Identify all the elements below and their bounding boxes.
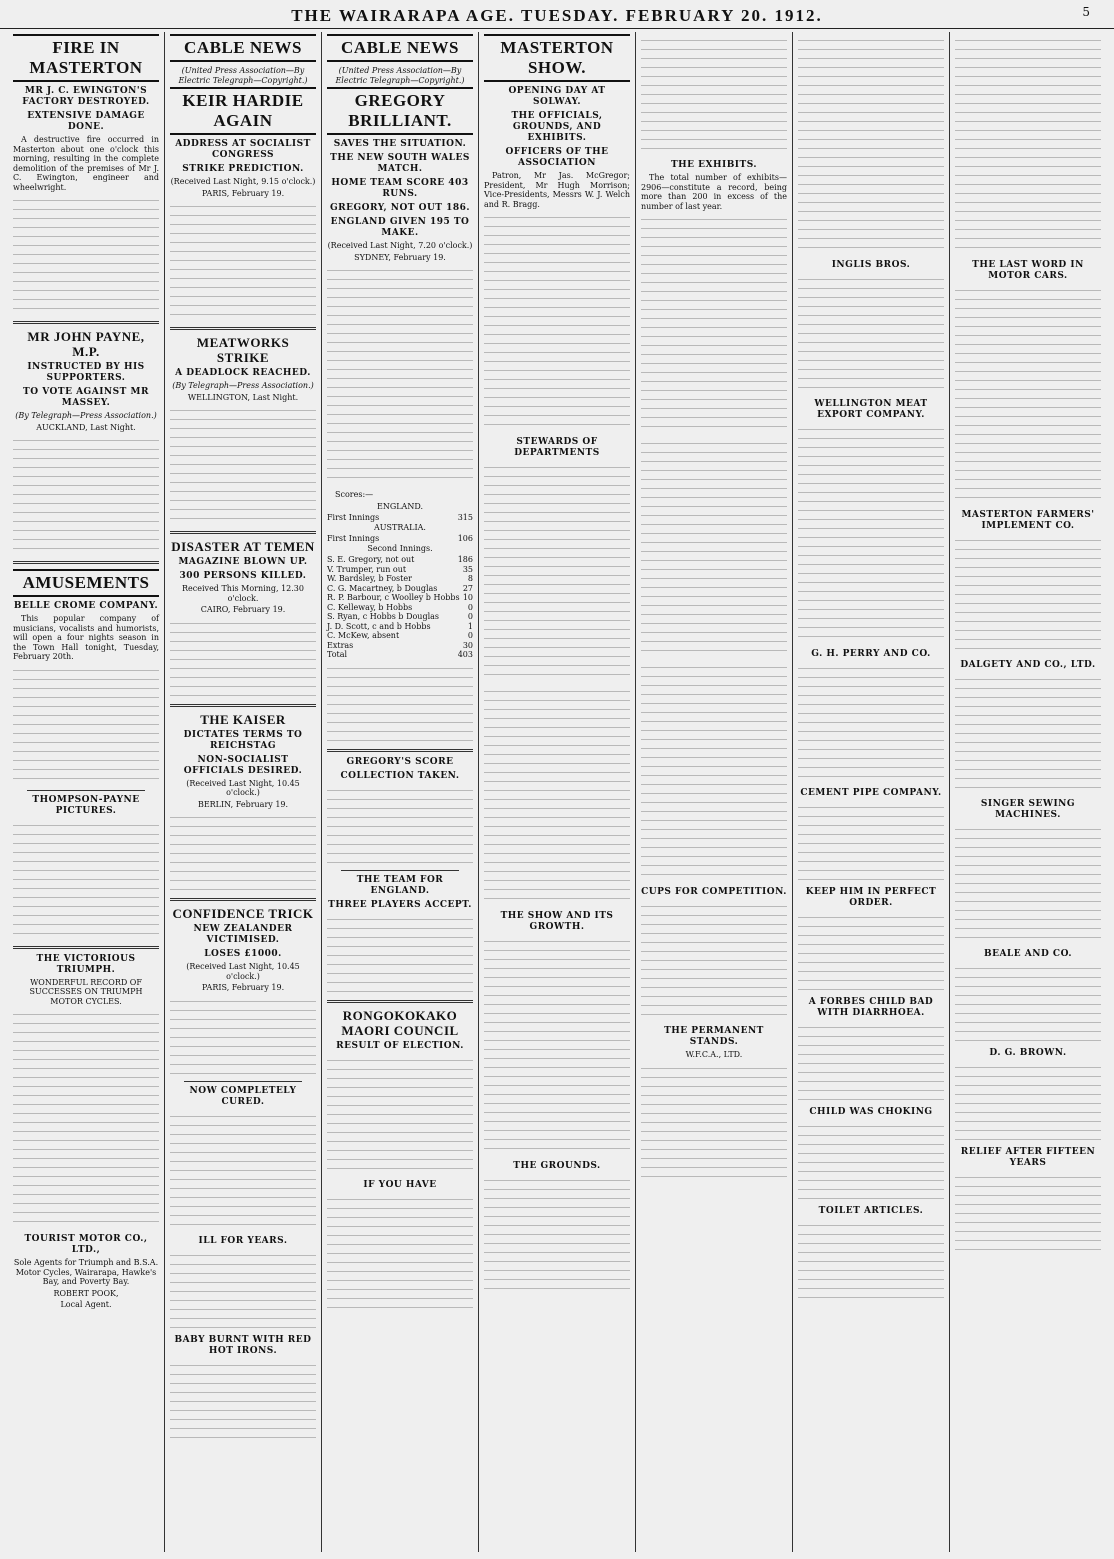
temen-subheadline: MAGAZINE BLOWN UP. — [178, 557, 308, 567]
fire-subheadline-2: EXTENSIVE DAMAGE DONE. — [27, 111, 145, 132]
grounds-text-body — [484, 1176, 630, 1296]
thompson-payne-text-body — [13, 821, 159, 941]
divider — [327, 749, 473, 752]
last-word-headline: THE LAST WORD IN MOTOR CARS. — [972, 260, 1084, 281]
implements-text-body — [955, 36, 1101, 256]
brown-headline: D. G. BROWN. — [989, 1048, 1067, 1058]
exhibits-paragraph: The total number of exhibits—2906—constitute a record, being more than 200 in excess of the number of last year. — [641, 173, 787, 211]
temen-subheadline-2: 300 PERSONS KILLED. — [179, 571, 307, 581]
batsmen-list — [327, 555, 473, 650]
batsman-name: J. D. Scott, c and b Hobbs — [327, 621, 431, 631]
kaiser-subheadline: DICTATES TERMS TO REICHSTAG — [183, 729, 303, 751]
rongokako-headline: RONGOKOKAKO MAORI COUNCIL — [341, 1007, 459, 1038]
bowling-analysis-text — [327, 664, 473, 744]
batsman-name: S. Ryan, c Hobbs b Douglas — [327, 612, 439, 621]
gregory-score-subheadline: COLLECTION TAKEN. — [340, 770, 460, 781]
england-first-innings-total: 315 — [457, 513, 473, 522]
team-subheadline: THREE PLAYERS ACCEPT. — [328, 899, 472, 910]
permanent-stands-headline: THE PERMANENT STANDS. — [664, 1026, 764, 1047]
diarrhoea-headline: A FORBES CHILD BAD WITH DIARRHOEA. — [808, 997, 934, 1018]
batsman-row — [327, 603, 473, 613]
england-first-innings-label: First Innings — [327, 513, 380, 522]
batsman-row — [327, 584, 473, 594]
inglis-headline: INGLIS BROS. — [831, 260, 911, 270]
keir-hardie-subheadline: ADDRESS AT SOCIALIST CONGRESS — [175, 139, 311, 160]
divider — [170, 327, 316, 330]
tourist-motor-text: Sole Agents for Triumph and B.S.A. Motor Cycles, Wairarapa, Hawke's Bay, and Poverty Bay. — [13, 1258, 159, 1286]
beale-headline: BEALE AND CO. — [983, 949, 1073, 959]
gregory-headline: GREGORY BRILLIANT. — [327, 87, 473, 135]
batsman-name: V. Trumper, run out — [327, 564, 407, 574]
rongokako-subheadline: RESULT OF ELECTION. — [336, 1040, 464, 1051]
stands-text-body — [641, 1064, 787, 1184]
fire-headline: FIRE IN MASTERTON — [13, 34, 159, 82]
meat-export-text-body — [798, 425, 944, 645]
batsman-row — [327, 565, 473, 575]
masthead-title: THE WAIRARAPA AGE. TUESDAY. FEBRUARY 20. 1912. — [291, 6, 823, 25]
temen-text-body — [170, 619, 316, 699]
batsman-runs: 0 — [467, 602, 473, 612]
kaiser-subheadline-2: NON-SOCIALIST OFFICIALS DESIRED. — [183, 754, 303, 776]
ill-text-body — [170, 1251, 316, 1331]
column-3 — [322, 32, 479, 1552]
batsman-row — [327, 641, 473, 651]
gregory-received: (Received Last Night, 7.20 o'clock.) — [327, 241, 473, 250]
implement-co-text-body — [955, 536, 1101, 656]
batsman-runs: 186 — [457, 555, 473, 564]
show-growth-text-body — [484, 937, 630, 1157]
belle-crome-paragraph: This popular company of musicians, vocalists and humorists, will open a four nights season in the Town Hall tonight, Tuesday, February 20th. — [13, 614, 159, 661]
dalgety-text-body — [955, 675, 1101, 795]
confidence-trick-headline: CONFIDENCE TRICK — [172, 906, 314, 921]
england-first-innings-row — [327, 513, 473, 523]
batsman-runs: 0 — [467, 612, 473, 621]
child-choking-text-body — [798, 1122, 944, 1202]
relief-text-body — [955, 1173, 1101, 1253]
last-word-text-body — [955, 286, 1101, 506]
gregory-subheadline: SAVES THE SITUATION. — [333, 139, 467, 149]
team-text-body — [327, 915, 473, 995]
meat-export-headline: WELLINGTON MEAT EXPORT COMPANY. — [814, 399, 928, 420]
batsman-runs: 30 — [462, 640, 473, 650]
officials-subheadline: THE OFFICIALS, GROUNDS, AND EXHIBITS. — [511, 111, 603, 143]
beale-text-body — [955, 964, 1101, 1044]
meatworks-subheadline: A DEADLOCK REACHED. — [175, 368, 311, 378]
dalgety-headline: DALGETY AND CO., LTD. — [960, 660, 1096, 670]
batsman-row — [327, 612, 473, 622]
scores-label: Scores:— — [335, 490, 374, 499]
cured-text-body — [170, 1112, 316, 1232]
inglis-text-body — [798, 275, 944, 395]
opening-day-subheadline: OPENING DAY AT SOLWAY. — [508, 86, 606, 107]
payne-subheadline: INSTRUCTED BY HIS SUPPORTERS. — [27, 362, 145, 383]
gregory-text-body — [327, 266, 473, 486]
column-4 — [479, 32, 636, 1552]
gregory-score-text-body — [327, 786, 473, 866]
australia-first-innings-row — [327, 534, 473, 544]
wfca-name: W.F.C.A., LTD. — [685, 1050, 743, 1059]
cable-news-headline-2: CABLE NEWS — [327, 34, 473, 62]
columns — [8, 32, 1106, 1552]
cattle-text-body — [641, 36, 787, 156]
baby-headline: BABY BURNT WITH RED HOT IRONS. — [174, 1334, 312, 1356]
cement-pipe-headline: CEMENT PIPE COMPANY. — [800, 788, 942, 798]
divider — [13, 946, 159, 949]
grounds-headline: THE GROUNDS. — [513, 1161, 601, 1171]
exhibits-text-body — [641, 215, 787, 435]
tourist-agent-name: ROBERT POOK, — [53, 1288, 119, 1298]
meatworks-assoc: (By Telegraph—Press Association.) — [172, 381, 314, 390]
divider — [341, 870, 459, 871]
divider — [184, 1081, 302, 1082]
cement-pipe-text-body — [798, 803, 944, 883]
payne-subheadline-2: TO VOTE AGAINST MR MASSEY. — [23, 387, 149, 408]
batsman-row — [327, 622, 473, 632]
exhibits-text-body-3 — [641, 663, 787, 883]
keep-him-headline: KEEP HIM IN PERFECT ORDER. — [805, 887, 937, 908]
victorious-text-body — [13, 1010, 159, 1230]
column-5 — [636, 32, 793, 1552]
exhibits-continued-text — [798, 36, 944, 256]
confidence-trick-dateline: PARIS, February 19. — [201, 983, 285, 992]
total-value: 403 — [457, 650, 473, 659]
kaiser-headline: THE KAISER — [200, 711, 286, 727]
batsman-runs: 35 — [462, 564, 473, 574]
confidence-trick-subheadline: NEW ZEALANDER VICTIMISED. — [193, 924, 293, 945]
belle-crome-headline: BELLE CROME COMPANY. — [13, 601, 159, 611]
victorious-subheadline: WONDERFUL RECORD OF SUCCESSES ON TRIUMPH MOTOR CYCLES. — [29, 977, 143, 1006]
temen-headline: DISASTER AT TEMEN — [171, 539, 315, 554]
cups-text-body — [641, 902, 787, 1022]
masthead — [0, 0, 1114, 29]
payne-headline: MR JOHN PAYNE, M.P. — [27, 329, 145, 359]
australia-first-innings-total: 106 — [457, 534, 473, 543]
batsman-name: C. Kelleway, b Hobbs — [327, 602, 413, 612]
brown-text-body — [955, 1063, 1101, 1143]
show-growth-headline: THE SHOW AND ITS GROWTH. — [500, 911, 614, 932]
gregory-dateline: SYDNEY, February 19. — [354, 252, 446, 262]
keir-hardie-dateline: PARIS, February 19. — [201, 188, 285, 198]
masterton-show-headline: MASTERTON SHOW. — [484, 34, 630, 82]
if-you-have-text-body — [327, 1195, 473, 1315]
divider — [170, 704, 316, 707]
gregory-subheadline-3: HOME TEAM SCORE 403 RUNS. — [331, 178, 469, 199]
confidence-trick-text-body — [170, 997, 316, 1077]
second-innings-label: Second Innings. — [367, 543, 433, 553]
stewards-text-body — [484, 463, 630, 683]
cable-news-assoc: (United Press Association—By Electric Telegraph—Copyright.) — [178, 66, 308, 85]
column-6 — [793, 32, 950, 1552]
column-7 — [950, 32, 1106, 1552]
batsman-name: C. McKew, absent — [327, 631, 400, 640]
meatworks-text-body — [170, 406, 316, 526]
relief-headline: RELIEF AFTER FIFTEEN YEARS — [960, 1147, 1096, 1168]
batsman-runs: 1 — [467, 621, 473, 631]
toilet-articles-text-body — [798, 1221, 944, 1301]
kaiser-dateline: BERLIN, February 19. — [197, 799, 289, 809]
officers-text-body — [484, 213, 630, 433]
batsman-row — [327, 574, 473, 584]
belle-crome-text-body — [13, 666, 159, 786]
keep-him-text-body — [798, 913, 944, 993]
keir-hardie-text-body — [170, 202, 316, 322]
fire-subheadline: MR J. C. EWINGTON'S FACTORY DESTROYED. — [22, 86, 150, 107]
toilet-articles-headline: TOILET ARTICLES. — [818, 1206, 924, 1216]
gregory-subheadline-4: GREGORY, NOT OUT 186. — [329, 203, 471, 213]
batsman-row — [327, 631, 473, 641]
divider — [327, 1000, 473, 1003]
batsman-name: R. P. Barbour, c Woolley b Hobbs — [327, 593, 460, 602]
confidence-trick-received: (Received Last Night, 10.45 o'clock.) — [186, 962, 300, 981]
exhibits-headline: THE EXHIBITS. — [670, 160, 758, 170]
keir-hardie-received: (Received Last Night, 9.15 o'clock.) — [170, 177, 316, 186]
divider — [170, 531, 316, 534]
kaiser-received: (Received Last Night, 10.45 o'clock.) — [186, 778, 300, 797]
keir-hardie-headline: KEIR HARDIE AGAIN — [170, 87, 316, 135]
team-headline: THE TEAM FOR ENGLAND. — [356, 874, 444, 896]
perry-text-body — [798, 664, 944, 784]
diarrhoea-text-body — [798, 1023, 944, 1103]
total-label: Total — [327, 650, 348, 659]
batsman-name: Extras — [327, 640, 354, 650]
batsman-name: S. E. Gregory, not out — [327, 555, 415, 564]
batsman-row — [327, 593, 473, 603]
england-label: ENGLAND. — [377, 501, 423, 511]
fire-text-body — [13, 196, 159, 316]
cable-news-assoc-2: (United Press Association—By Electric Telegraph—Copyright.) — [335, 66, 465, 85]
officers-paragraph: Patron, Mr Jas. McGregor; President, Mr Hugh Morrison; Vice-Presidents, Messrs W. J. Welch and R. Bragg. — [484, 171, 630, 209]
page-number: 5 — [1082, 5, 1090, 19]
australia-first-innings-label: First Innings — [327, 534, 380, 543]
payne-dateline: AUCKLAND, Last Night. — [36, 422, 136, 432]
tourist-agent-role: Local Agent. — [60, 1300, 112, 1309]
divider — [27, 790, 145, 791]
victorious-headline: THE VICTORIOUS TRIUMPH. — [36, 953, 136, 975]
amusements-headline: AMUSEMENTS — [13, 569, 159, 597]
kaiser-text-body — [170, 813, 316, 893]
meatworks-headline: MEATWORKS STRIKE — [196, 335, 290, 365]
gregory-score-headline: GREGORY'S SCORE — [346, 756, 454, 767]
divider — [13, 321, 159, 324]
temen-dateline: CAIRO, February 19. — [200, 605, 286, 614]
perry-headline: G. H. PERRY AND CO. — [811, 649, 931, 659]
meatworks-dateline: WELLINGTON, Last Night. — [187, 392, 299, 402]
cable-news-headline: CABLE NEWS — [170, 34, 316, 62]
total-row — [327, 650, 473, 660]
divider — [170, 898, 316, 901]
singer-headline: SINGER SEWING MACHINES. — [980, 799, 1076, 820]
batsman-runs: 8 — [467, 574, 473, 583]
australia-label: AUSTRALIA. — [374, 522, 426, 532]
gregory-subheadline-5: ENGLAND GIVEN 195 TO MAKE. — [330, 217, 470, 238]
officers-headline: OFFICERS OF THE ASSOCIATION — [505, 147, 609, 168]
confidence-trick-subheadline-2: LOSES £1000. — [204, 949, 282, 959]
keir-hardie-subheadline-2: STRIKE PREDICTION. — [182, 164, 304, 174]
exhibits-text-body-2 — [641, 439, 787, 659]
singer-text-body — [955, 825, 1101, 945]
column-1 — [8, 32, 165, 1552]
payne-text-body — [13, 436, 159, 556]
payne-assoc: (By Telegraph—Press Association.) — [15, 411, 157, 420]
thompson-payne-headline: THOMPSON-PAYNE PICTURES. — [32, 794, 140, 816]
cured-headline: NOW COMPLETELY CURED. — [189, 1085, 297, 1107]
stewards-text-body-2 — [484, 687, 630, 907]
batsman-name: W. Bardsley, b Foster — [327, 574, 412, 583]
fire-paragraph: A destructive fire occurred in Masterton about one o'clock this morning, resulting in the complete demolition of the premises of Mr J. C. Ewington, engineer and wheelwright. — [13, 135, 159, 192]
implement-co-headline: MASTERTON FARMERS' IMPLEMENT CO. — [961, 510, 1095, 531]
tourist-motor-name: TOURIST MOTOR CO., LTD., — [24, 1234, 148, 1255]
baby-text-body — [170, 1361, 316, 1441]
batsman-row — [327, 555, 473, 565]
batsman-runs: 0 — [467, 631, 473, 640]
temen-received: Received This Morning, 12.30 o'clock. — [182, 584, 304, 603]
stewards-headline: STEWARDS OF DEPARTMENTS — [514, 437, 600, 458]
batsman-runs: 10 — [462, 593, 473, 602]
batsman-runs: 27 — [462, 583, 473, 593]
column-2 — [165, 32, 322, 1552]
gregory-subheadline-2: THE NEW SOUTH WALES MATCH. — [330, 153, 470, 174]
divider — [13, 561, 159, 564]
child-choking-headline: CHILD WAS CHOKING — [809, 1107, 933, 1117]
rongokako-text-body — [327, 1056, 473, 1176]
if-you-have-headline: IF YOU HAVE — [363, 1179, 437, 1190]
batsman-name: C. G. Macartney, b Douglas — [327, 583, 438, 593]
ill-headline: ILL FOR YEARS. — [198, 1235, 288, 1246]
cups-headline: CUPS FOR COMPETITION. — [641, 887, 787, 897]
